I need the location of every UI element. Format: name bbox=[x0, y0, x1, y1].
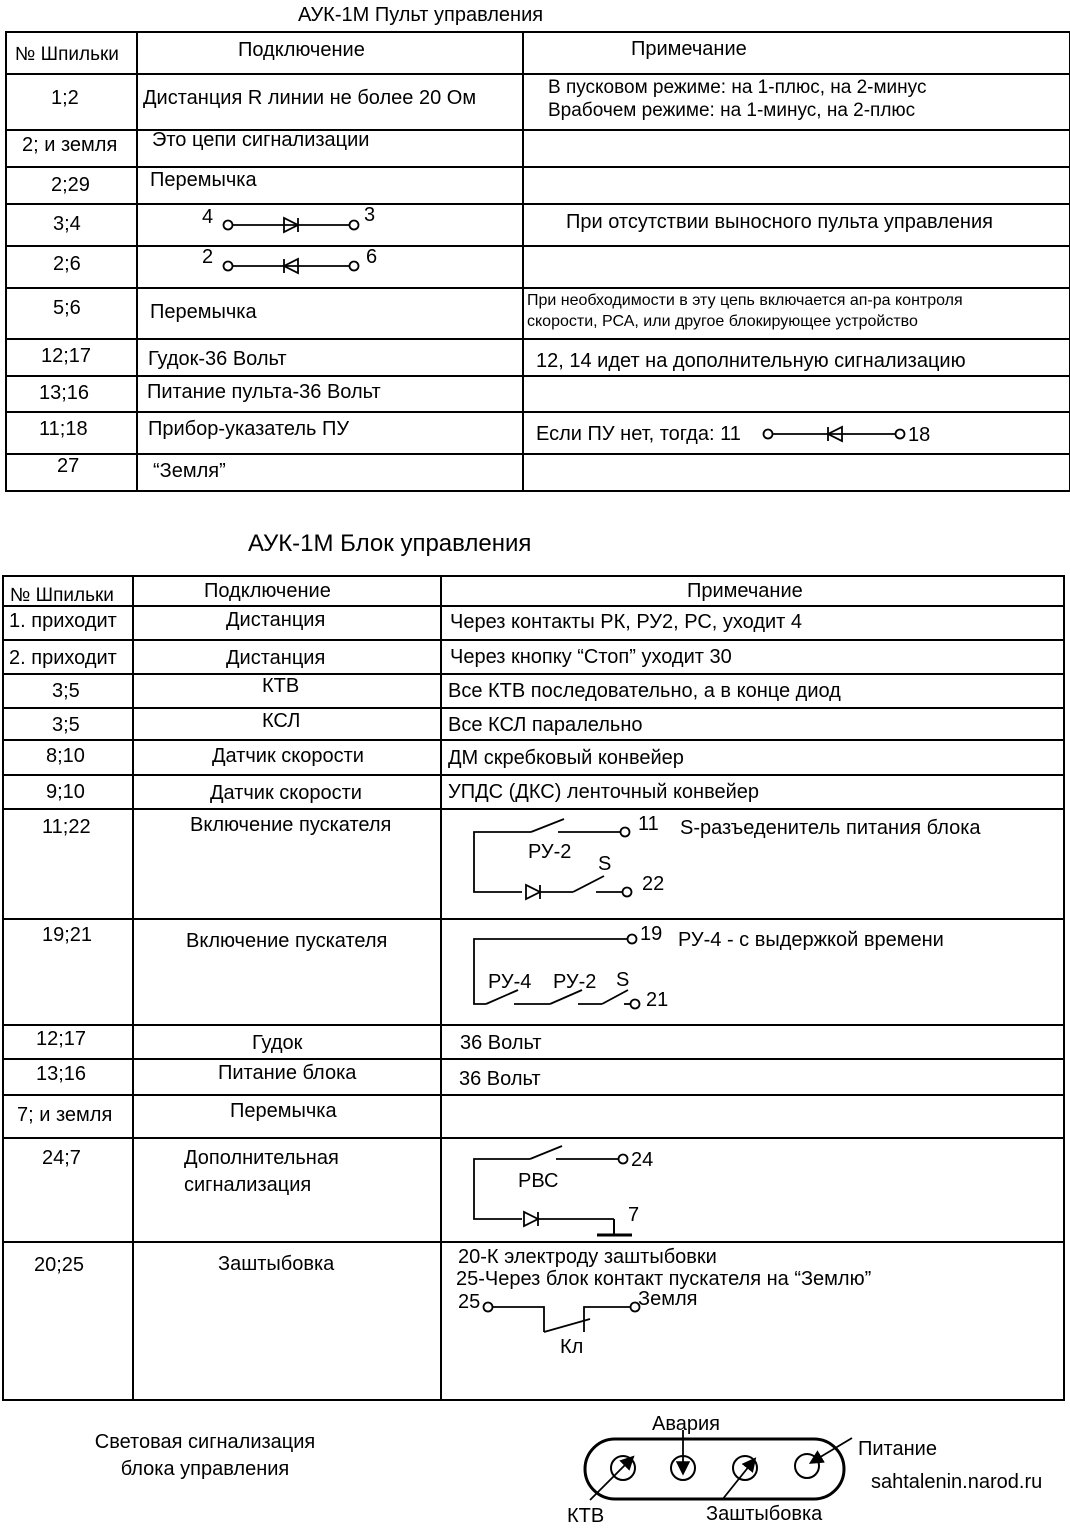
lamp-blockage-icon bbox=[722, 1456, 757, 1500]
table-row bbox=[3, 1059, 1064, 1095]
table-row bbox=[3, 1242, 1064, 1400]
pin-cell: 12;17 bbox=[41, 345, 92, 367]
pin-cell: 8;10 bbox=[46, 745, 85, 767]
pin-label: 6 bbox=[366, 247, 378, 268]
pin-cell: 11;18 bbox=[39, 418, 88, 440]
pin-label: 19 bbox=[640, 923, 663, 945]
pin-label: 24 bbox=[631, 1149, 654, 1171]
pin-cell: 12;17 bbox=[36, 1028, 87, 1050]
pin-cell: 3;5 bbox=[52, 680, 80, 702]
connection-cell: Заштыбовка bbox=[218, 1253, 335, 1275]
connection-line: сигнализация bbox=[184, 1174, 312, 1196]
header-note: Примечание bbox=[523, 32, 1070, 74]
table-row bbox=[6, 204, 1070, 246]
table-row bbox=[6, 376, 1070, 412]
note-cell: Все КСЛ паралельно bbox=[448, 714, 643, 736]
note-line: При необходимости в эту цепь включается ап-ра контроля bbox=[527, 292, 963, 309]
note-text: S-разъеденитель питания блока bbox=[680, 817, 981, 839]
signal-circuit-diagram bbox=[442, 1139, 1065, 1241]
diode-diagram-cell bbox=[137, 246, 523, 288]
label-alarm: Авария bbox=[652, 1413, 720, 1435]
table-row bbox=[3, 1095, 1064, 1138]
table-row bbox=[3, 606, 1064, 640]
label-ktv: КТВ bbox=[567, 1505, 605, 1527]
header-pin: № Шпильки bbox=[3, 576, 133, 606]
caption-line: Световая сигнализация bbox=[94, 1431, 316, 1453]
note-cell: ДМ скребковый конвейер bbox=[448, 747, 684, 769]
table2-title: АУК-1М Блок управления bbox=[248, 530, 532, 557]
relay-label: РУ-4 bbox=[488, 971, 532, 993]
connection-cell: Дистанция R линии не более 20 Ом bbox=[143, 87, 477, 109]
circuit-cell bbox=[441, 809, 1064, 919]
note-cell: УПДС (ДКС) ленточный конвейер bbox=[448, 781, 760, 803]
table-row bbox=[6, 339, 1070, 376]
switch-label: S bbox=[598, 853, 612, 875]
note-line: 20-К электроду заштыбовки bbox=[458, 1246, 717, 1268]
note-text: РУ-4 - с выдержкой времени bbox=[678, 929, 944, 951]
table-row bbox=[6, 454, 1070, 491]
pin-cell: 2. приходит bbox=[9, 647, 117, 669]
note-cell: Через кнопку “Стоп” уходит 30 bbox=[450, 646, 732, 668]
connection-cell: Дистанция bbox=[226, 609, 326, 631]
table-row bbox=[3, 1138, 1064, 1242]
pin-cell: 24;7 bbox=[42, 1147, 81, 1169]
relay-label: РУ-2 bbox=[553, 971, 597, 993]
pin-label: 21 bbox=[646, 989, 669, 1011]
pin-cell: 3;5 bbox=[52, 714, 80, 736]
note-cell: 36 Вольт bbox=[459, 1068, 541, 1090]
pin-label: 22 bbox=[642, 873, 665, 895]
circuit-cell bbox=[441, 1242, 1064, 1400]
pin-cell: 13;16 bbox=[36, 1063, 87, 1085]
diode-icon bbox=[524, 1212, 538, 1226]
pin-label: 7 bbox=[628, 1204, 640, 1226]
diode-diagram bbox=[524, 413, 1070, 453]
note-cell bbox=[523, 167, 1070, 204]
header-note: Примечание bbox=[441, 576, 1064, 606]
pin-cell: 1. приходит bbox=[9, 610, 117, 632]
connection-cell: Включение пускателя bbox=[186, 930, 388, 952]
connection-cell: Гудок-36 Вольт bbox=[148, 348, 287, 370]
caption-line: блока управления bbox=[120, 1458, 290, 1480]
table-row bbox=[3, 775, 1064, 809]
table-row bbox=[3, 919, 1064, 1025]
indicator-panel bbox=[0, 1400, 1070, 1530]
pin-cell: 3;4 bbox=[53, 213, 81, 235]
pin-label: 4 bbox=[202, 206, 214, 228]
table2 bbox=[2, 575, 1065, 1401]
table-row bbox=[6, 288, 1070, 339]
note-cell bbox=[523, 246, 1070, 288]
pin-label: 11 bbox=[638, 813, 659, 835]
header-connection: Подключение bbox=[137, 32, 523, 74]
pin-cell: 27 bbox=[57, 455, 80, 477]
note-cell bbox=[523, 454, 1070, 491]
pin-label: 18 bbox=[908, 424, 931, 446]
connection-cell: Это цепи сигнализации bbox=[152, 129, 370, 151]
diode-icon bbox=[526, 885, 540, 899]
connection-line: Дополнительная bbox=[184, 1147, 339, 1169]
connection-cell: КТВ bbox=[262, 675, 300, 697]
grounding-circuit-diagram bbox=[442, 1243, 1065, 1399]
relay-label: РВС bbox=[518, 1170, 559, 1192]
label-power: Питание bbox=[858, 1438, 937, 1460]
diode-diagram bbox=[138, 205, 524, 245]
pin-cell: 2; и земля bbox=[22, 134, 118, 156]
ground-label: Земля bbox=[638, 1288, 698, 1310]
table1-header-row bbox=[6, 32, 1070, 74]
table-row bbox=[3, 708, 1064, 740]
pin-cell: 13;16 bbox=[39, 382, 90, 404]
note-cell bbox=[441, 1095, 1064, 1138]
note-cell bbox=[523, 130, 1070, 167]
diode-diagram-cell bbox=[137, 204, 523, 246]
header-connection: Подключение bbox=[133, 576, 441, 606]
pin-cell: 2;6 bbox=[53, 253, 81, 275]
table-row bbox=[6, 130, 1070, 167]
circuit-cell bbox=[441, 1138, 1064, 1242]
connection-cell: Дистанция bbox=[226, 647, 326, 669]
site-url: sahtalenin.narod.ru bbox=[871, 1471, 1043, 1493]
connection-cell: “Земля” bbox=[153, 460, 226, 482]
pin-cell: 5;6 bbox=[53, 297, 81, 319]
connection-cell: Прибор-указатель ПУ bbox=[148, 418, 350, 440]
relay-label: РУ-2 bbox=[528, 841, 572, 863]
pin-label: 2 bbox=[202, 247, 214, 268]
connection-cell: Перемычка bbox=[150, 169, 257, 191]
label-blockage: Заштыбовка bbox=[706, 1503, 823, 1525]
table-row bbox=[6, 246, 1070, 288]
note-cell bbox=[523, 412, 1070, 454]
header-pin: № Шпильки bbox=[6, 32, 137, 74]
contact-label: Кл bbox=[560, 1336, 584, 1358]
note-cell bbox=[523, 376, 1070, 412]
note-text: Если ПУ нет, тогда: 11 bbox=[536, 423, 741, 445]
table-row bbox=[3, 674, 1064, 708]
lamp-ktv-icon bbox=[590, 1456, 635, 1500]
note-cell: Все КТВ последовательно, а в конце диод bbox=[448, 680, 841, 702]
table-row bbox=[3, 1025, 1064, 1059]
table2-header-row bbox=[3, 576, 1064, 606]
switch-label: S bbox=[616, 969, 630, 991]
pin-label: 3 bbox=[364, 205, 376, 226]
connection-cell: Питание пульта-36 Вольт bbox=[147, 381, 381, 403]
note-line: скорости, РСА, или другое блокирующее устройство bbox=[527, 313, 918, 330]
table-row bbox=[3, 809, 1064, 919]
table-row bbox=[6, 412, 1070, 454]
pin-cell: 11;22 bbox=[42, 816, 91, 838]
indicator-housing bbox=[585, 1439, 844, 1499]
note-cell: 36 Вольт bbox=[460, 1032, 542, 1054]
connection-cell: Включение пускателя bbox=[190, 814, 392, 836]
table-row bbox=[6, 167, 1070, 204]
connection-cell: Питание блока bbox=[218, 1062, 357, 1084]
diode-diagram bbox=[138, 247, 524, 287]
table1-title: АУК-1М Пульт управления bbox=[298, 4, 544, 26]
pin-cell: 2;29 bbox=[51, 174, 90, 196]
table-row bbox=[6, 74, 1070, 130]
note-cell: 12, 14 идет на дополнительную сигнализацию bbox=[536, 350, 966, 372]
pin-cell: 19;21 bbox=[42, 924, 93, 946]
pin-cell: 1;2 bbox=[51, 87, 79, 109]
note-cell: При отсутствии выносного пульта управления bbox=[566, 211, 993, 233]
circuit-cell bbox=[441, 919, 1064, 1025]
table1 bbox=[5, 31, 1070, 492]
pin-cell: 9;10 bbox=[46, 781, 85, 803]
pin-cell: 20;25 bbox=[34, 1254, 85, 1276]
connection-cell: Датчик скорости bbox=[210, 782, 362, 804]
connection-cell: Перемычка bbox=[150, 301, 257, 323]
connection-cell: Перемычка bbox=[230, 1100, 337, 1122]
note-line: Врабочем режиме: на 1-минус, на 2-плюс bbox=[548, 100, 916, 121]
pin-cell: 7; и земля bbox=[17, 1104, 113, 1126]
note-line: В пусковом режиме: на 1-плюс, на 2-минус bbox=[548, 77, 927, 98]
note-cell: Через контакты РК, РУ2, РС, уходит 4 bbox=[450, 611, 803, 633]
table-row bbox=[3, 640, 1064, 674]
connection-cell: КСЛ bbox=[262, 710, 301, 732]
connection-cell: Гудок bbox=[252, 1032, 303, 1054]
note-line: 25-Через блок контакт пускателя на “Землю” bbox=[456, 1268, 872, 1290]
connection-cell: Датчик скорости bbox=[212, 745, 364, 767]
table-row bbox=[3, 740, 1064, 775]
pin-label: 25 bbox=[458, 1291, 481, 1313]
